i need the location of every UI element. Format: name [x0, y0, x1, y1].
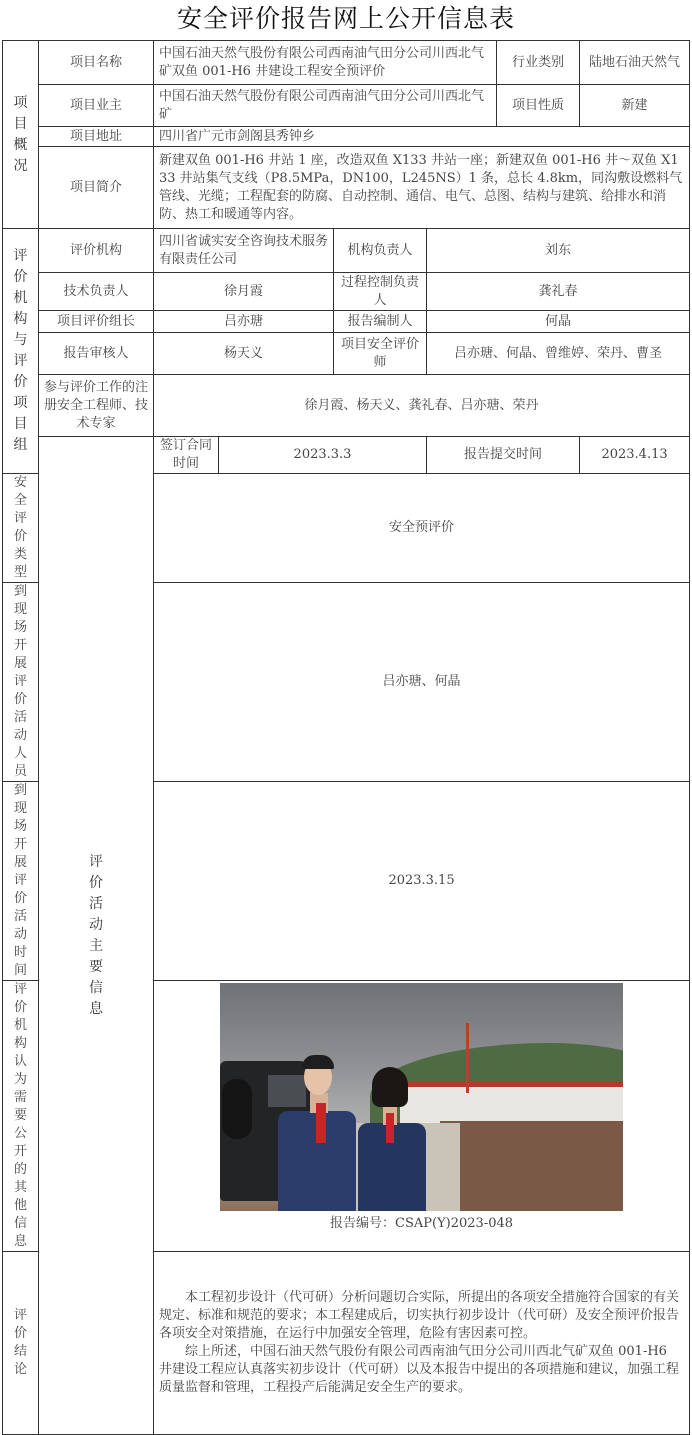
- conclusion-paragraph-2: 综上所述，中国石油天然气股份有限公司西南油气田分公司川西北气矿双鱼 001-H6 井建设工程应认真落实初步设计（代可研）以及本报告中提出的各项措施和建议，加强工程质量监督和管理，工程投产后能满足安全生产的要求。: [159, 1344, 680, 1395]
- tech-label: 技术负责人: [39, 273, 154, 311]
- process-label: 过程控制负责人: [334, 273, 427, 311]
- reviewer-label: 报告审核人: [39, 333, 154, 375]
- submit-value: 2023.4.13: [580, 437, 690, 474]
- project-name-label: 项目名称: [39, 41, 154, 85]
- intro-label: 项目简介: [39, 147, 154, 229]
- owner-value: 中国石油天然气股份有限公司西南油气田分公司川西北气矿: [154, 85, 497, 127]
- owner-label: 项目业主: [39, 85, 154, 127]
- section-activity: 评价活动主要信息: [39, 437, 154, 1435]
- submit-label: 报告提交时间: [427, 437, 580, 474]
- process-value: 龚礼春: [427, 273, 690, 311]
- section-org: 评价机构与评价项目组: [3, 229, 39, 474]
- page-title: 安全评价报告网上公开信息表: [176, 4, 515, 33]
- assessors-label: 项目安全评价师: [334, 333, 427, 375]
- address-label: 项目地址: [39, 127, 154, 147]
- contract-label: 签订合同时间: [154, 437, 219, 474]
- compiler-value: 何晶: [427, 311, 690, 333]
- onsite-people-label: 到现场开展评价活动人员: [3, 583, 39, 782]
- report-number: 报告编号：CSAP(Y)2023-048: [330, 1216, 514, 1231]
- onsite-time-value: 2023.3.15: [154, 782, 690, 981]
- other-info-cell: [154, 981, 690, 1252]
- conclusion-label: 评价结论: [3, 1252, 39, 1435]
- industry-label: 行业类别: [497, 41, 580, 85]
- onsite-time-label: 到现场开展评价活动时间: [3, 782, 39, 981]
- reviewer-value: 杨天义: [154, 333, 334, 375]
- experts-value: 徐月霞、杨天义、龚礼春、吕亦瑭、荣丹: [154, 375, 690, 437]
- contract-value: 2023.3.3: [219, 437, 427, 474]
- nature-value: 新建: [580, 85, 690, 127]
- type-value: 安全预评价: [154, 474, 690, 583]
- agency-value: 四川省诚实安全咨询技术服务有限责任公司: [154, 229, 334, 273]
- project-name-value: 中国石油天然气股份有限公司西南油气田分公司川西北气矿双鱼 001-H6 井建设工程安全预评价: [154, 41, 497, 85]
- conclusion-value: [154, 1252, 690, 1435]
- agency-label: 评价机构: [39, 229, 154, 273]
- intro-value: 新建双鱼 001-H6 井站 1 座，改造双鱼 X133 井站一座；新建双鱼 001-H6 井～双鱼 X133 井站集气支线（P8.5MPa，DN100，L245NS）1 条，总长 4.8km，同沟敷设燃料气管线、光缆；工程配套的防腐、自动控制、通信、电气、总图、结构与建筑、给排水和消防、热工和暖通等内容。: [154, 147, 690, 229]
- compiler-label: 报告编制人: [334, 311, 427, 333]
- leader-label: 项目评价组长: [39, 311, 154, 333]
- leader-value: 吕亦瑭: [154, 311, 334, 333]
- head-label: 机构负责人: [334, 229, 427, 273]
- other-info-label: 评价机构认为需要公开的其他信息: [3, 981, 39, 1252]
- nature-label: 项目性质: [497, 85, 580, 127]
- address-value: 四川省广元市剑阁县秀钟乡: [154, 127, 690, 147]
- section-overview: 项目概况: [3, 41, 39, 229]
- assessors-value: 吕亦瑭、何晶、曾维婷、荣丹、曹圣: [427, 333, 690, 375]
- head-value: 刘东: [427, 229, 690, 273]
- onsite-people-value: 吕亦瑭、何晶: [154, 583, 690, 782]
- industry-value: 陆地石油天然气: [580, 41, 690, 85]
- conclusion-paragraph-1: 本工程初步设计（代可研）分析问题切合实际，所提出的各项安全措施符合国家的有关规定、标准和规范的要求；本工程建成后，切实执行初步设计（代可研）及安全预评价报告各项安全对策措施，在运行中加强安全管理，危险有害因素可控。: [159, 1290, 680, 1341]
- experts-label: 参与评价工作的注册安全工程师、技术专家: [39, 375, 154, 437]
- info-table: [2, 40, 690, 1435]
- tech-value: 徐月霞: [154, 273, 334, 311]
- site-photo: [220, 983, 623, 1211]
- type-label: 安全评价类型: [3, 474, 39, 583]
